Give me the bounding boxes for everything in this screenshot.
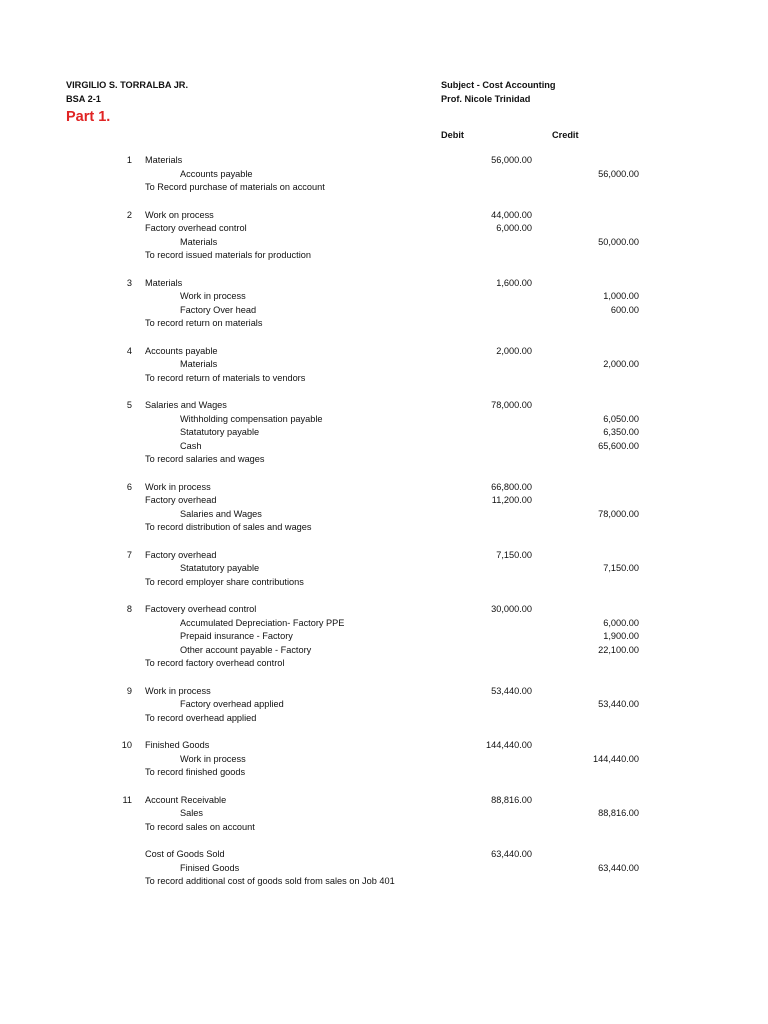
journal-line: [0, 237, 768, 251]
entry-explanation: To record overhead applied: [145, 712, 257, 723]
journal-line: [0, 482, 768, 496]
account-name: Account Receivable: [145, 794, 227, 805]
debit-amount: 78,000.00: [491, 400, 532, 410]
account-name: Statatutory payable: [180, 427, 260, 437]
credit-amount: 53,440.00: [598, 699, 639, 709]
debit-amount: 1,600.00: [496, 277, 532, 288]
credit-amount: 6,050.00: [603, 413, 639, 424]
journal-line: [0, 414, 768, 428]
debit-amount: 30,000.00: [491, 604, 532, 614]
debit-amount: 88,816.00: [491, 794, 532, 805]
journal-line: [0, 863, 768, 877]
student-name: VIRGILIO S. TORRALBA JR.: [66, 80, 188, 90]
journal-line: [0, 699, 768, 713]
credit-amount: 1,000.00: [603, 291, 639, 301]
journal-line: [0, 658, 768, 672]
journal-line: [0, 550, 768, 564]
student-section: BSA 2-1: [66, 94, 101, 104]
account-name: Factory overhead applied: [180, 699, 284, 709]
professor-label: Prof. Nicole Trinidad: [441, 94, 531, 104]
account-name: Accumulated Depreciation- Factory PPE: [180, 617, 345, 628]
entry-number: 11: [122, 794, 132, 805]
credit-amount: 63,440.00: [598, 862, 639, 873]
journal-line: [0, 305, 768, 319]
account-name: Salaries and Wages: [145, 400, 227, 410]
journal-line: [0, 210, 768, 224]
debit-amount: 44,000.00: [491, 209, 532, 220]
account-name: Other account payable - Factory: [180, 644, 312, 655]
entry-number: 2: [126, 209, 132, 220]
entry-explanation: To record sales on account: [145, 821, 255, 832]
debit-amount: 11,200.00: [491, 495, 532, 505]
journal-line: [0, 250, 768, 264]
journal-line: [0, 427, 768, 441]
account-name: Work in process: [145, 481, 211, 492]
account-name: Factory overhead: [145, 495, 217, 505]
entry-explanation: To record factory overhead control: [145, 658, 285, 668]
account-name: Work on process: [145, 209, 214, 220]
part-title: Part 1.: [66, 109, 111, 125]
account-name: Materials: [145, 277, 183, 288]
credit-amount: 88,816.00: [598, 808, 639, 818]
credit-amount: 22,100.00: [598, 644, 639, 655]
journal-line: [0, 618, 768, 632]
account-name: Finised Goods: [180, 862, 240, 873]
entry-explanation: To record distribution of sales and wages: [145, 522, 312, 532]
journal-line: [0, 577, 768, 591]
account-name: Prepaid insurance - Factory: [180, 631, 293, 641]
account-name: Work in process: [180, 753, 246, 764]
account-name: Materials: [180, 236, 218, 247]
journal-line: [0, 563, 768, 577]
entry-number: 10: [121, 740, 132, 750]
account-name: Accounts payable: [145, 345, 218, 356]
entry-number: 8: [126, 604, 132, 614]
credit-amount: 144,440.00: [593, 753, 639, 764]
debit-amount: 7,150.00: [496, 549, 532, 560]
account-name: Work in process: [180, 291, 246, 301]
journal-line: [0, 713, 768, 727]
entry-number: 5: [126, 400, 132, 410]
debit-amount: 6,000.00: [496, 223, 532, 233]
journal-line: [0, 223, 768, 237]
debit-amount: 53,440.00: [491, 685, 532, 696]
journal-line: [0, 740, 768, 754]
account-name: Factory overhead control: [145, 223, 247, 233]
debit-amount: 2,000.00: [496, 345, 532, 356]
journal-line: [0, 278, 768, 292]
journal-line: [0, 454, 768, 468]
account-name: Accounts payable: [180, 168, 253, 179]
journal-line: [0, 631, 768, 645]
journal-line: [0, 645, 768, 659]
journal-line: [0, 822, 768, 836]
journal-line: [0, 686, 768, 700]
account-name: Factory Over head: [180, 304, 257, 315]
credit-amount: 6,000.00: [603, 617, 639, 628]
credit-amount: 1,900.00: [603, 631, 639, 641]
journal-line: [0, 795, 768, 809]
debit-amount: 66,800.00: [491, 481, 532, 492]
journal-line: [0, 849, 768, 863]
account-name: Withholding compensation payable: [180, 413, 323, 424]
debit-column-header: Debit: [441, 130, 464, 140]
journal-line: [0, 754, 768, 768]
journal-line: [0, 182, 768, 196]
debit-amount: 144,440.00: [486, 740, 532, 750]
entry-explanation: To Record purchase of materials on account: [145, 182, 325, 192]
credit-amount: 78,000.00: [598, 508, 639, 519]
credit-amount: 2,000.00: [603, 359, 639, 369]
journal-line: [0, 373, 768, 387]
credit-amount: 600.00: [610, 304, 639, 315]
account-name: Materials: [145, 155, 183, 165]
journal-line: [0, 169, 768, 183]
account-name: Work in process: [145, 685, 211, 696]
entry-number: 7: [126, 549, 132, 560]
entry-number: 3: [126, 277, 132, 288]
journal-line: [0, 509, 768, 523]
journal-line: [0, 522, 768, 536]
entry-number: 4: [126, 345, 132, 356]
account-name: Finished Goods: [145, 740, 210, 750]
journal-line: [0, 359, 768, 373]
entry-explanation: To record return on materials: [145, 318, 263, 328]
account-name: Cash: [180, 440, 202, 451]
journal-line: [0, 767, 768, 781]
subject-label: Subject - Cost Accounting: [441, 80, 556, 90]
entry-explanation: To record finished goods: [145, 767, 246, 777]
entry-number: 1: [126, 155, 132, 165]
account-name: Materials: [180, 359, 218, 369]
account-name: Factovery overhead control: [145, 604, 257, 614]
credit-amount: 56,000.00: [598, 168, 639, 179]
account-name: Salaries and Wages: [180, 508, 262, 519]
journal-line: [0, 346, 768, 360]
credit-column-header: Credit: [552, 130, 579, 140]
journal-line: [0, 291, 768, 305]
journal-line: [0, 318, 768, 332]
credit-amount: 6,350.00: [603, 427, 639, 437]
entry-explanation: To record additional cost of goods sold from sales on Job 401: [145, 876, 395, 886]
debit-amount: 63,440.00: [491, 849, 532, 859]
journal-line: [0, 604, 768, 618]
credit-amount: 65,600.00: [598, 440, 639, 451]
account-name: Sales: [180, 808, 203, 818]
credit-amount: 50,000.00: [598, 236, 639, 247]
entry-number: 6: [126, 481, 132, 492]
journal-line: [0, 495, 768, 509]
journal-line: [0, 808, 768, 822]
entry-explanation: To record salaries and wages: [145, 454, 265, 464]
debit-amount: 56,000.00: [491, 155, 532, 165]
entry-number: 9: [126, 685, 132, 696]
entry-explanation: To record issued materials for production: [145, 250, 311, 260]
entry-explanation: To record return of materials to vendors: [145, 372, 306, 383]
account-name: Factory overhead: [145, 549, 217, 560]
entry-explanation: To record employer share contributions: [145, 576, 304, 587]
credit-amount: 7,150.00: [603, 563, 639, 573]
journal-line: [0, 441, 768, 455]
account-name: Statatutory payable: [180, 563, 260, 573]
journal-line: [0, 155, 768, 169]
account-name: Cost of Goods Sold: [145, 849, 225, 859]
journal-line: [0, 876, 768, 890]
journal-line: [0, 400, 768, 414]
